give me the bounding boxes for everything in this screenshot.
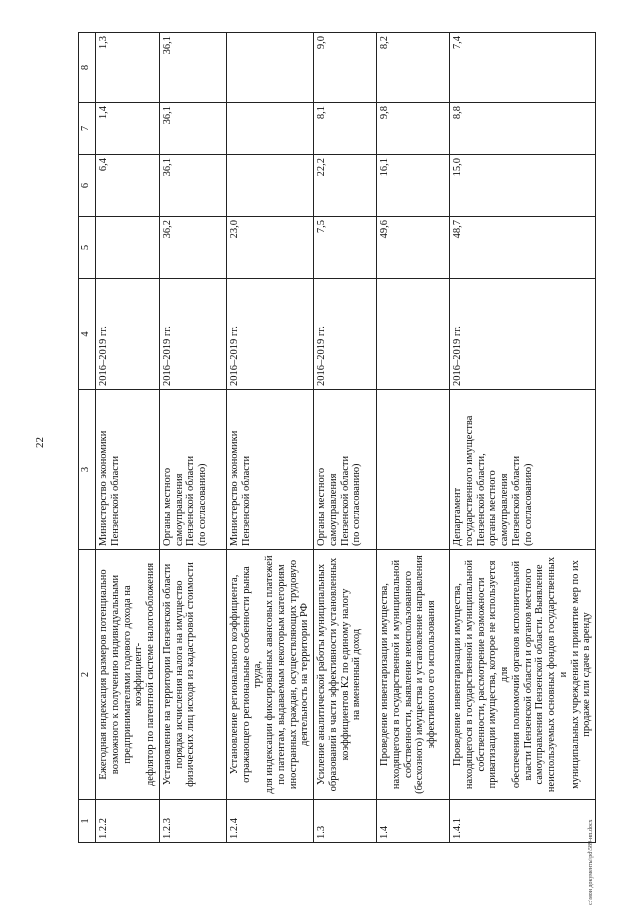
row-executor: Органы местного самоуправления Пензенской области (по согласованию)	[159, 390, 226, 550]
row-value-7: 9,8	[377, 103, 450, 155]
row-value-7	[226, 103, 313, 155]
table-row	[314, 33, 377, 843]
footer-file-path: c:\мои документы\рd\589-нп.docx	[588, 819, 594, 905]
header-cell-1: 1	[79, 800, 96, 843]
row-value-8: 36,1	[159, 33, 226, 103]
header-cell-3: 3	[79, 390, 96, 550]
row-executor: Министерство экономики Пензенской области	[96, 390, 160, 550]
row-value-6: 16,1	[377, 155, 450, 217]
row-executor: Департамент государственного имущества Пензенской области, органы местного самоуправления Пензенской области (по согласованию)	[450, 390, 596, 550]
row-value-8: 7,4	[450, 33, 596, 103]
row-value-7: 8,8	[450, 103, 596, 155]
header-cell-4: 4	[79, 279, 96, 390]
row-value-8: 9,0	[314, 33, 377, 103]
row-period: 2016–2019 гг.	[159, 279, 226, 390]
row-value-6	[226, 155, 313, 217]
row-activity: Проведение инвентаризации имущества, находящегося в государственной и муниципальной собственности, рассмотрение возможности приватизации имущества, которое не используется для обеспечения полномочий органов исполнительной власти Пензенской области и органов местного самоуправления Пензенской области. Выявление неиспользуемых основных фондов государственных и муниципальных учреждений и принятие мер по их продаже или сдаче в аренду	[450, 550, 596, 800]
row-value-8: 8,2	[377, 33, 450, 103]
row-id: 1.3	[314, 800, 377, 843]
row-value-8: 1,3	[96, 33, 160, 103]
header-cell-7: 7	[79, 103, 96, 155]
header-cell-2: 2	[79, 550, 96, 800]
row-value-5	[96, 217, 160, 279]
row-value-5: 23,0	[226, 217, 313, 279]
row-id: 1.4	[377, 800, 450, 843]
row-value-7: 8,1	[314, 103, 377, 155]
row-value-5: 36,2	[159, 217, 226, 279]
table-row	[450, 33, 596, 843]
row-value-7: 36,1	[159, 103, 226, 155]
row-activity: Установление на территории Пензенской области порядка исчисления налога на имущество физических лиц исходя из кадастровой стоимости	[159, 550, 226, 800]
row-value-6: 22,2	[314, 155, 377, 217]
row-id: 1.2.3	[159, 800, 226, 843]
row-activity: Проведение инвентаризации имущества, находящегося в государственной и муниципальной собственности, выявление неиспользованного (бесхозного) имущества и установление направления эффективного его использования	[377, 550, 450, 800]
row-executor	[377, 390, 450, 550]
row-executor: Министерство экономики Пензенской области	[226, 390, 313, 550]
row-value-6: 6,4	[96, 155, 160, 217]
row-id: 1.4.1	[450, 800, 596, 843]
row-period	[377, 279, 450, 390]
header-cell-6: 6	[79, 155, 96, 217]
row-id: 1.2.4	[226, 800, 313, 843]
row-value-8	[226, 33, 313, 103]
row-period: 2016–2019 гг.	[96, 279, 160, 390]
header-cell-8: 8	[79, 33, 96, 103]
row-value-5: 7,5	[314, 217, 377, 279]
row-id: 1.2.2	[96, 800, 160, 843]
page-number: 22	[34, 437, 46, 448]
row-value-6: 36,1	[159, 155, 226, 217]
row-value-5: 48,7	[450, 217, 596, 279]
measures-table	[78, 32, 596, 843]
row-value-7: 1,4	[96, 103, 160, 155]
table-row	[226, 33, 313, 843]
row-period: 2016–2019 гг.	[314, 279, 377, 390]
row-activity: Установление регионального коэффициента, отражающего региональные особенности рынка труда, для индексации фиксированных авансовых платежей по патентам, выдаваемым некоторым категориям иностранных граждан, осуществляющих трудовую деятельность на территории РФ	[226, 550, 313, 800]
table-row	[96, 33, 160, 843]
table-row	[159, 33, 226, 843]
header-cell-5: 5	[79, 217, 96, 279]
row-value-5: 49,6	[377, 217, 450, 279]
row-period: 2016–2019 гг.	[226, 279, 313, 390]
row-value-6: 15,0	[450, 155, 596, 217]
table-rotated-container	[78, 33, 593, 843]
row-activity: Ежегодная индексация размеров потенциально возможного к получению индивидуальными предпринимателями годового дохода на коэффициент- дефлятор по патентной системе налогообложения	[96, 550, 160, 800]
row-activity: Усиление аналитической работы муниципальных образований в части эффективности установленных коэффициентов К2 по единому налогу на вмененный доход	[314, 550, 377, 800]
table-row	[377, 33, 450, 843]
row-executor: Органы местного самоуправления Пензенской области (по согласованию)	[314, 390, 377, 550]
header-row	[79, 33, 96, 843]
row-period: 2016–2019 гг.	[450, 279, 596, 390]
